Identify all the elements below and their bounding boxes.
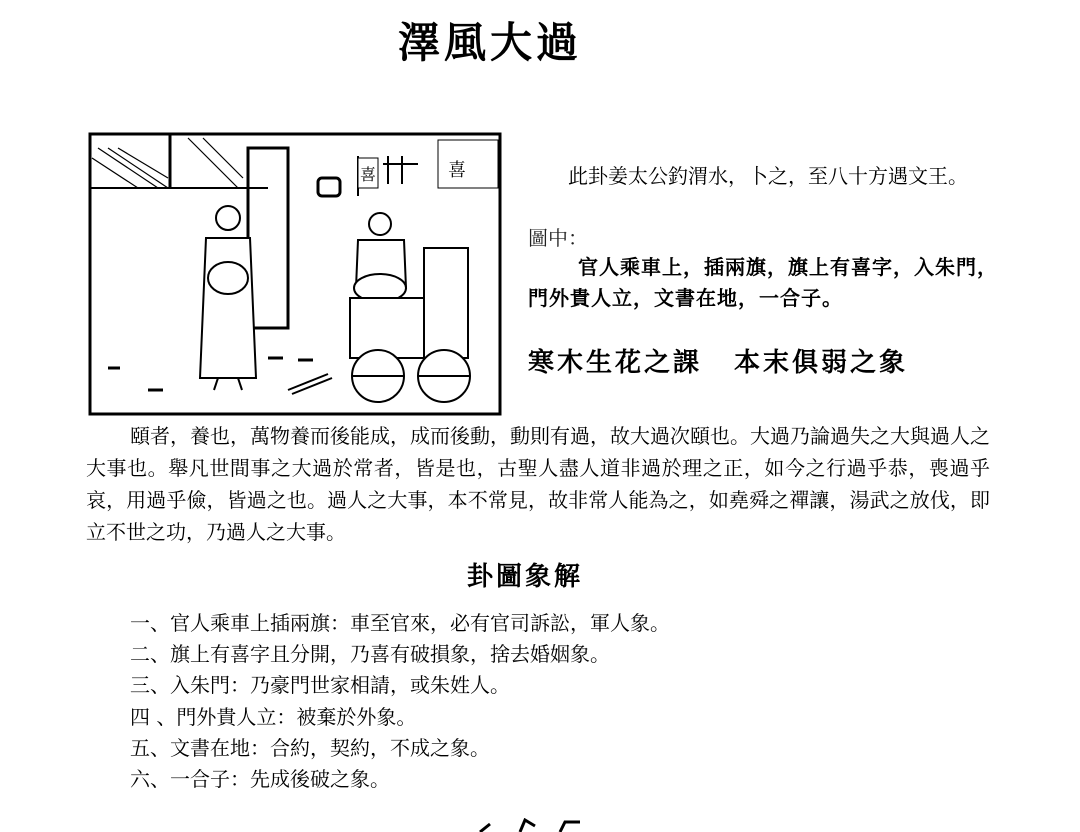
figure-description: 官人乘車上，插兩旗，旗上有喜字，入朱門，門外貴人立，文書在地，一合子。	[528, 255, 998, 310]
interpretation-list	[130, 608, 670, 795]
woodblock-illustration	[88, 128, 502, 416]
list-item: 六、一合子：先成後破之象。	[130, 767, 390, 792]
body-paragraph: 頤者，養也，萬物養而後能成，成而後動，動則有過，故大過次頤也。大過乃論過失之大與過人之大事也。舉凡世間事之大過於常者，皆是也，古聖人盡人道非過於理之正，如今之行過乎恭，喪過乎哀，用過乎儉，皆過之也。過人之大事，本不常見，故非常人能為之，如堯舜之禪讓，湯武之放伐，即立不世之功，乃過人之大事。	[86, 424, 990, 544]
lesson-symbol: 本末俱弱之象	[734, 348, 909, 378]
next-heading-cutoff	[470, 818, 610, 832]
svg-text:喜: 喜	[448, 160, 466, 181]
list-item: 一、官人乘車上插兩旗：車至官來，必有官司訴訟，軍人象。	[130, 611, 670, 635]
intro-text: 此卦姜太公釣渭水，卜之，至八十方遇文王。	[568, 164, 968, 188]
section-heading: 卦圖象解	[466, 562, 583, 592]
lesson-line	[528, 342, 908, 379]
figure-label: 圖中：	[528, 226, 588, 250]
list-item: 四 、門外貴人立：被棄於外象。	[130, 704, 417, 729]
list-item: 三、入朱門：乃豪門世家相請，或朱姓人。	[130, 673, 510, 698]
page-title: 澤風大過	[397, 18, 582, 67]
banner-right	[438, 140, 498, 188]
svg-text:喜: 喜	[360, 165, 377, 184]
list-item: 二、旗上有喜字且分開，乃喜有破損象，捨去婚姻象。	[130, 642, 610, 667]
list-item: 五、文書在地：合約，契約，不成之象。	[130, 735, 490, 760]
lesson-course: 寒木生花之課	[528, 348, 703, 378]
